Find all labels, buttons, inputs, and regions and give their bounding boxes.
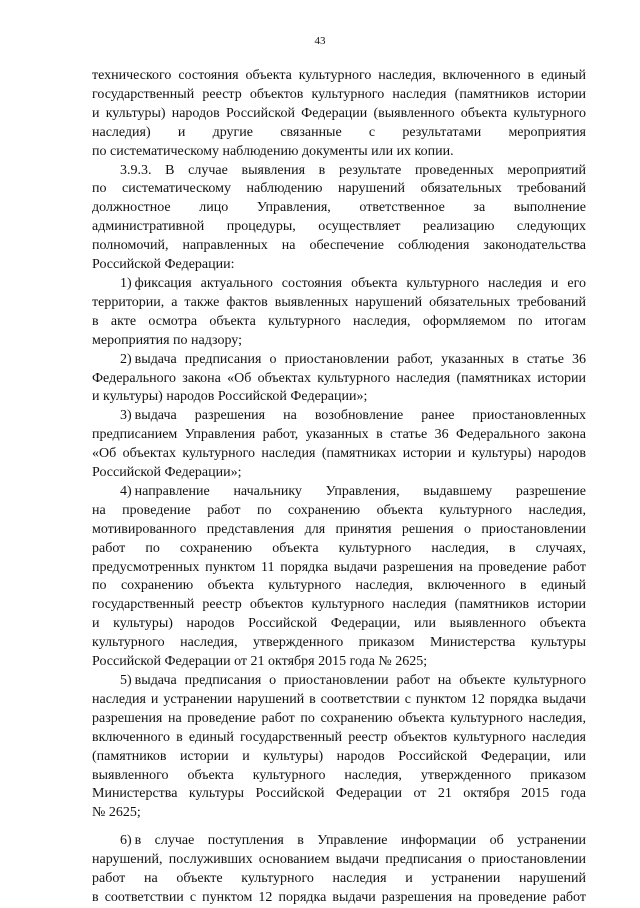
text-line-content: предписанием Управления работ, указанных в статье 36 Федерального закона (92, 427, 586, 443)
text-line (92, 105, 586, 124)
text-line-content: работ на объекте культурного наследия и устранении нарушений (92, 871, 586, 887)
list-item-number: 5) (120, 673, 132, 688)
text-line (92, 832, 586, 851)
text-line (92, 767, 586, 786)
text-line (92, 162, 586, 181)
text-line-content: Российской Федерации: (92, 257, 235, 273)
text-line-content: фиксация актуального состояния объекта культурного наследия и его (134, 275, 586, 291)
page-number: 43 (314, 35, 326, 47)
text-line (92, 275, 586, 294)
text-line (92, 634, 586, 653)
text-line-content: включенного в единый государственный реестр объектов культурного наследия (92, 729, 586, 745)
text-line-content: выявленного объекта культурного наследия, утвержденного приказом (92, 767, 586, 783)
text-line-content: наследия) и другие связанные с результатами мероприятия (92, 124, 586, 140)
text-line (92, 351, 586, 370)
text-line-content: направление начальнику Управления, выдавшему разрешение (134, 483, 586, 499)
text-line (92, 143, 586, 162)
text-line-content: и культуры) народов Российской Федерации, или выявленного объекта (92, 616, 586, 632)
text-line-content: выдача предписания о приостановлении работ, указанных в статье 36 (134, 351, 586, 367)
text-line-content: нарушений, послуживших основанием выдачи предписания о приостановлении (92, 852, 586, 868)
text-line-content: по систематическому наблюдению нарушений обязательных требований (92, 181, 586, 197)
text-line-content: по систематическому наблюдению документы или их копии. (92, 143, 454, 159)
text-line (92, 445, 586, 464)
text-line (92, 691, 586, 710)
text-line-content: выдача предписания о приостановлении работ на объекте культурного (134, 673, 586, 688)
text-line (92, 313, 586, 332)
text-line (92, 256, 586, 275)
text-line (92, 729, 586, 748)
text-line-content: на проведение работ по сохранению объекта культурного наследия, (92, 502, 586, 518)
list-item-paragraph (92, 483, 586, 672)
list-item-paragraph (92, 351, 586, 408)
text-line-content: Российской Федерации от 21 октября 2015 года № 2625; (92, 654, 428, 670)
text-line (92, 889, 586, 908)
text-line-content: в акте осмотра объекта культурного наследия, оформляемом по итогам (92, 313, 586, 329)
text-line (92, 502, 586, 521)
text-line-content: Федерального закона «Об объектах культурного наследия (памятниках истории (92, 370, 586, 386)
text-line (92, 86, 586, 105)
text-line (92, 672, 586, 691)
text-line (92, 559, 586, 578)
text-line-content: «Об объектах культурного наследия (памятниках истории и культуры) народов (92, 446, 586, 462)
text-line (92, 199, 586, 218)
text-line-content: в случае поступления в Управление информации об устранении (134, 833, 586, 849)
text-line-content: Министерства культуры Российской Федерации от 21 октября 2015 года (92, 786, 586, 802)
list-item-paragraph (92, 832, 586, 908)
text-line-content: (памятников истории и культуры) народов Российской Федерации, или (92, 748, 586, 764)
text-line-content: 3.9.3. В случае выявления в результате проведенных мероприятий (120, 162, 586, 178)
text-line (92, 540, 586, 559)
text-line-content: № 2625; (92, 805, 141, 821)
text-line (92, 370, 586, 389)
text-line (92, 653, 586, 672)
text-line-content: территории, а также фактов выявленных нарушений обязательных требований (92, 294, 586, 310)
text-line (92, 596, 586, 615)
text-line-content: государственный реестр объектов культурного наследия (памятников истории (92, 86, 586, 102)
list-item-number: 2) (120, 351, 132, 367)
list-item-number: 4) (120, 483, 132, 499)
text-line-content: государственный реестр объектов культурного наследия (памятников истории (92, 597, 586, 613)
text-line (92, 67, 586, 86)
text-line (92, 521, 586, 540)
text-line (92, 218, 586, 237)
text-line-content: Российской Федерации»; (92, 465, 242, 481)
text-line-content: и культуры) народов Российской Федерации (выявленного объекта культурного (92, 105, 586, 121)
list-item-number: 6) (120, 833, 132, 849)
body-paragraph (92, 67, 586, 162)
text-line-content: и культуры) народов Российской Федерации»; (92, 389, 368, 405)
document-body (92, 67, 586, 908)
list-item-paragraph (92, 407, 586, 483)
list-item-paragraph (92, 672, 586, 823)
text-line (92, 464, 586, 483)
text-line (92, 804, 586, 823)
text-line (92, 180, 586, 199)
text-line-content: должностное лицо Управления, ответственное за выполнение (92, 200, 586, 216)
text-line (92, 407, 586, 426)
body-paragraph (92, 162, 586, 275)
text-line-content: разрешения на проведение работ по сохранению объекта культурного наследия, (92, 710, 586, 726)
text-line (92, 577, 586, 596)
text-line-content: технического состояния объекта культурного наследия, включенного в единый (92, 68, 586, 83)
list-item-number: 1) (120, 275, 132, 291)
text-line-content: предусмотренных пунктом 11 порядка выдачи разрешения на проведение работ (92, 559, 586, 575)
text-line-content: мотивированного представления для принятия решения о приостановлении (92, 521, 586, 537)
text-line-content: полномочий, направленных на обеспечение соблюдения законодательства (92, 238, 586, 254)
text-line-content: наследия и устранении нарушений в соответствии с пунктом 12 порядка выдачи (92, 691, 586, 707)
text-line (92, 615, 586, 634)
text-line-content: культурного наследия, утвержденного приказом Министерства культуры (92, 635, 586, 651)
text-line-content: работ по сохранению объекта культурного наследия, в случаях, (92, 540, 586, 556)
text-line-content: в соответствии с пунктом 12 порядка выдачи разрешения на проведение работ (92, 889, 586, 905)
text-line-content: мероприятия по надзору; (92, 332, 243, 348)
text-line (92, 748, 586, 767)
text-line-content: по сохранению объекта культурного наследия, включенного в единый (92, 578, 586, 594)
text-line (92, 124, 586, 143)
text-line-content: административной процедуры, осуществляет реализацию следующих (92, 219, 586, 235)
list-item-paragraph (92, 275, 586, 351)
text-line (92, 388, 586, 407)
text-line-content: выдача разрешения на возобновление ранее приостановленных (134, 408, 586, 424)
text-line (92, 710, 586, 729)
text-line (92, 332, 586, 351)
text-line (92, 294, 586, 313)
text-line (92, 483, 586, 502)
text-line (92, 426, 586, 445)
list-item-number: 3) (120, 408, 132, 424)
text-line (92, 237, 586, 256)
text-line (92, 785, 586, 804)
text-line (92, 870, 586, 889)
text-line (92, 851, 586, 870)
